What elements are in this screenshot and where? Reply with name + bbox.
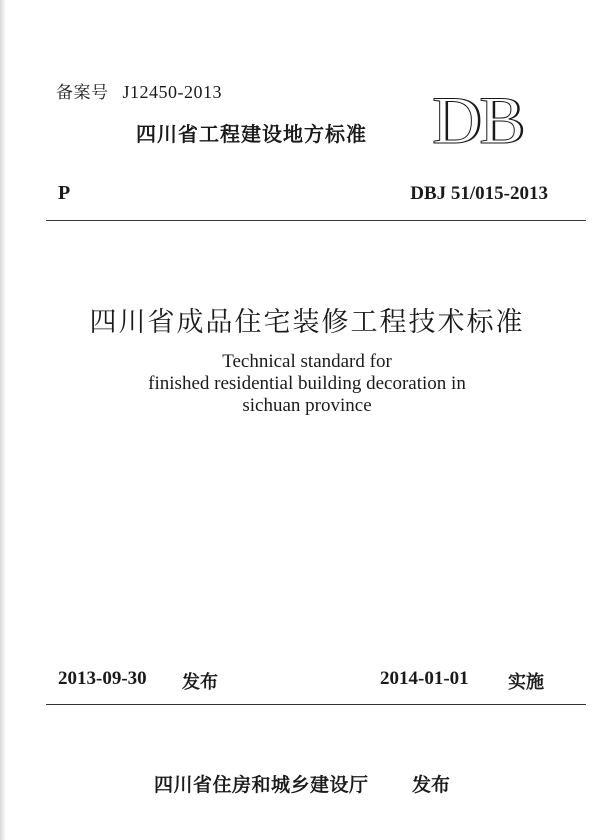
bottom-divider bbox=[46, 704, 586, 705]
issue-date: 2013-09-30 bbox=[58, 668, 147, 689]
classification-letter: P bbox=[58, 182, 71, 204]
standard-kind: 四川省工程建设地方标准 bbox=[136, 122, 367, 146]
issue-label: 发布 bbox=[182, 672, 218, 693]
standard-number: DBJ 51/015-2013 bbox=[410, 183, 548, 204]
title-english-line-2: finished residential building decoration in bbox=[148, 373, 466, 394]
title-english-line-1: Technical standard for bbox=[222, 351, 392, 372]
page-edge-shadow bbox=[0, 0, 6, 840]
publisher-name: 四川省住房和城乡建设厅 bbox=[154, 774, 369, 796]
publisher-label: 发布 bbox=[412, 774, 451, 796]
title-chinese: 四川省成品住宅装修工程技术标准 bbox=[89, 307, 525, 338]
implementation-label: 实施 bbox=[508, 672, 544, 693]
record-label: 备案号 bbox=[56, 83, 109, 103]
record-code: J12450-2013 bbox=[122, 82, 222, 102]
title-english bbox=[0, 351, 614, 417]
implementation-date: 2014-01-01 bbox=[380, 668, 469, 689]
title-english-line-3: sichuan province bbox=[242, 395, 372, 416]
db-logo-text: DB bbox=[432, 82, 523, 158]
top-divider bbox=[46, 220, 586, 221]
record-number-line bbox=[56, 78, 222, 103]
db-logo bbox=[432, 82, 523, 158]
